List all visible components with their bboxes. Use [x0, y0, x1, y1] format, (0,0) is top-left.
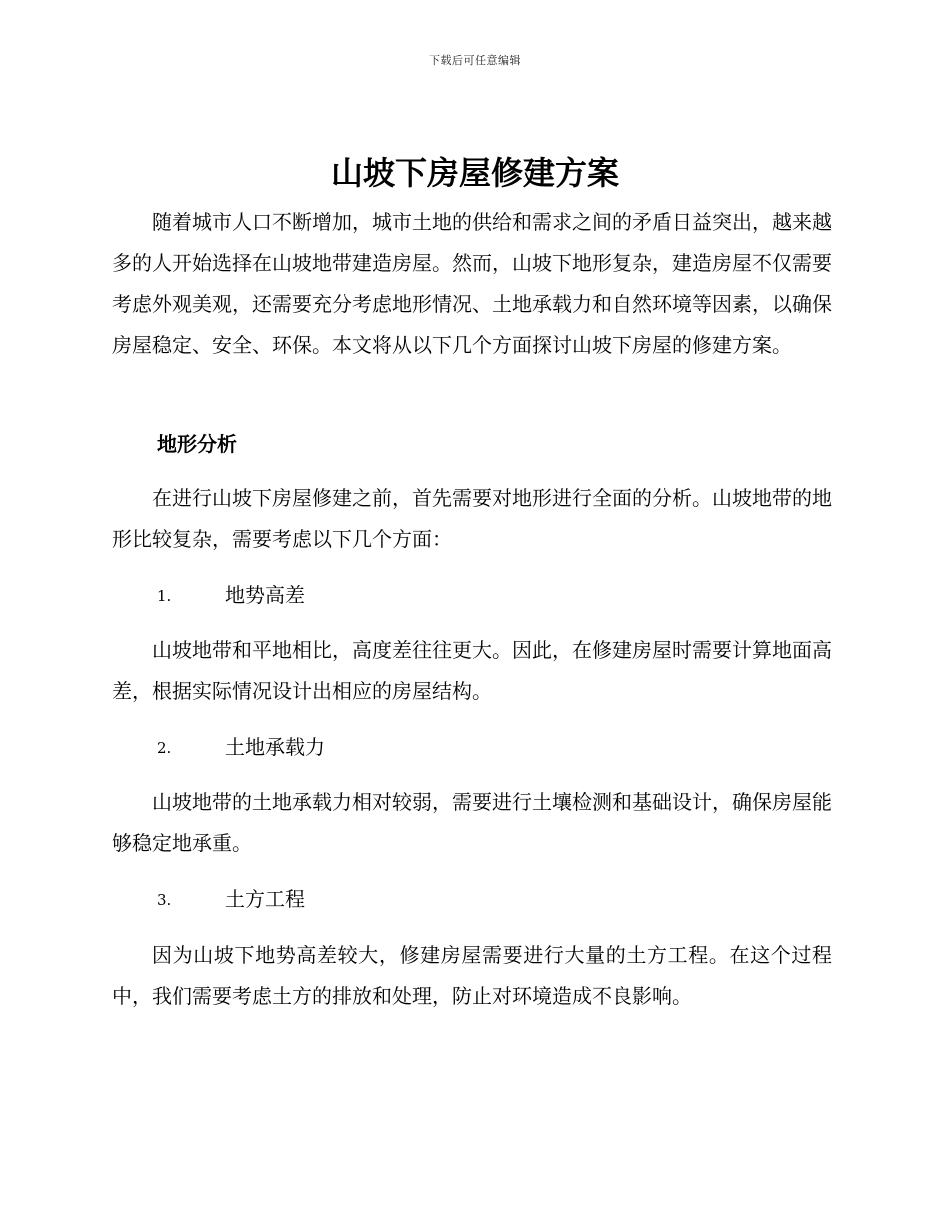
section-heading: 地形分析	[157, 432, 237, 456]
list-label: 地势高差	[225, 583, 305, 607]
list-number: 1.	[157, 587, 172, 605]
list-item-paragraph: 山坡地带的土地承载力相对较弱，需要进行土壤检测和基础设计，确保房屋能够稳定地承重。	[112, 790, 832, 855]
list-item-paragraph: 因为山坡下地势高差较大，修建房屋需要进行大量的土方工程。在这个过程中，我们需要考虑土方的排放和处理，防止对环境造成不良影响。	[112, 943, 832, 1008]
header-note: 下载后可任意编辑	[429, 54, 521, 67]
list-label: 土地承载力	[225, 735, 325, 759]
list-label: 土方工程	[225, 887, 305, 911]
document-title: 山坡下房屋修建方案	[330, 154, 619, 192]
list-number: 3.	[157, 891, 172, 909]
list-number: 2.	[157, 739, 172, 757]
intro-paragraph: 随着城市人口不断增加，城市土地的供给和需求之间的矛盾日益突出，越来越多的人开始选择在山坡地带建造房屋。然而，山坡下地形复杂，建造房屋不仅需要考虑外观美观，还需要充分考虑地形情况、土地承载力和自然环境等因素，以确保房屋稳定、安全、环保。本文将从以下几个方面探讨山坡下房屋的修建方案。	[112, 210, 832, 357]
list-item-paragraph: 山坡地带和平地相比，高度差往往更大。因此，在修建房屋时需要计算地面高差，根据实际情况设计出相应的房屋结构。	[112, 638, 832, 703]
section-intro-paragraph: 在进行山坡下房屋修建之前，首先需要对地形进行全面的分析。山坡地带的地形比较复杂，需要考虑以下几个方面：	[112, 486, 832, 551]
